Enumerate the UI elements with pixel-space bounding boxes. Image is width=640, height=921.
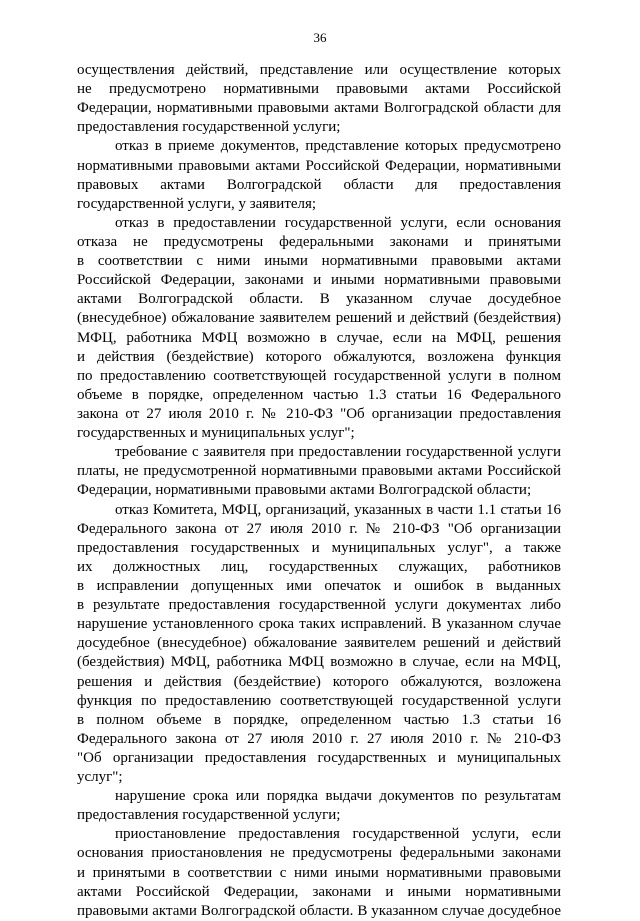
paragraph [77,787,561,825]
paragraph [77,501,561,788]
text-line: предоставления государственной услуги; [77,119,341,136]
text-line: приостановление предоставления государственной услуги, если [115,826,561,843]
text-line: МФЦ, работника МФЦ возможно в случае, если на МФЦ, решения [77,329,561,346]
text-line: правовых актами Волгоградской области для предоставления [77,176,561,193]
text-line: актами Российской Федерации, законами и иными нормативными [77,883,561,900]
paragraph [77,443,561,500]
text-line: требование с заявителя при предоставлении государственной услуги [115,444,561,461]
text-line: Федерации, нормативными правовыми актами Волгоградской области для [77,100,561,117]
text-line: в соответствии с ними иными нормативными правовыми актами [77,253,561,270]
document-body [77,61,561,921]
text-line: основания приостановления не предусмотрены федеральными законами [77,845,561,862]
text-line: Федерального закона от 27 июля 2010 г. № 210-ФЗ "Об организации [77,520,561,537]
paragraph [77,61,561,137]
text-line: предоставления государственных и муниципальных услуг", а также [77,539,561,556]
text-line: (бездействия) МФЦ, работника МФЦ возможно в случае, если на МФЦ, [77,654,561,671]
text-line: отказ Комитета, МФЦ, организаций, указанных в части 1.1 статьи 16 [115,501,561,518]
text-line: Федерального закона от 27 июля 2010 г. 27 июля 2010 г. № 210-ФЗ [77,730,561,747]
text-line: отказ в предоставлении государственной услуги, если основания [115,214,561,231]
text-line: нарушение срока или порядка выдачи документов по результатам [115,788,561,805]
text-line: правовыми актами Волгоградской области. В указанном случае досудебное [77,902,561,919]
text-line: государственной услуги, у заявителя; [77,195,317,212]
text-line: в исправлении допущенных ими опечаток и ошибок в выданных [77,577,561,594]
text-line: в полном объеме в порядке, определенном частью 1.3 статьи 16 [77,711,561,728]
text-line: платы, не предусмотренной нормативными правовыми актами Российской [77,463,561,480]
page-number: 36 [313,30,327,45]
text-line: осуществления действий, представление или осуществление которых [77,62,561,78]
text-line: Российской Федерации, законами и иными нормативными правовыми [77,272,561,289]
paragraph [77,137,561,213]
text-line: государственных и муниципальных услуг"; [77,425,355,442]
text-line: их должностных лиц, государственных служащих, работников [77,558,561,575]
paragraph [77,825,561,921]
text-line: и действия (бездействие) которого обжалуются, возложена функция [77,348,561,365]
text-line: актами Волгоградской области. В указанном случае досудебное [77,291,561,308]
text-line: по предоставлению соответствующей государственной услуги в полном [77,367,561,384]
text-line: не предусмотрено нормативными правовыми актами Российской [77,81,561,98]
text-line: (внесудебное) обжалование заявителем решений и действий (бездействия) [77,310,561,327]
text-line: закона от 27 июля 2010 г. № 210-ФЗ "Об организации предоставления [77,405,561,422]
text-line: услуг"; [77,769,123,786]
text-line: досудебное (внесудебное) обжалование заявителем решений и действий [77,635,561,652]
text-line: нормативными правовыми актами Российской Федерации, нормативными [77,157,561,174]
text-line: в результате предоставления государственной услуги документах либо [77,597,561,614]
text-line: объеме в порядке, определенном частью 1.3 статьи 16 Федерального [77,386,561,403]
paragraph [77,214,561,443]
text-line: функция по предоставлению соответствующей государственной услуги [77,692,561,709]
text-line: предоставления государственной услуги; [77,807,341,824]
text-line: отказ в приеме документов, представление которых предусмотрено [115,138,561,155]
text-line: решения и действия (бездействие) которого обжалуются, возложена [77,673,561,690]
text-line: и принятыми в соответствии с ними иными нормативными правовыми [77,864,561,881]
text-line: отказа не предусмотрены федеральными законами и принятыми [77,233,561,250]
text-line: нарушение установленного срока таких исправлений. В указанном случае [77,616,561,633]
text-line: Федерации, нормативными правовыми актами Волгоградской области; [77,482,532,499]
text-line: "Об организации предоставления государственных и муниципальных [77,749,561,766]
